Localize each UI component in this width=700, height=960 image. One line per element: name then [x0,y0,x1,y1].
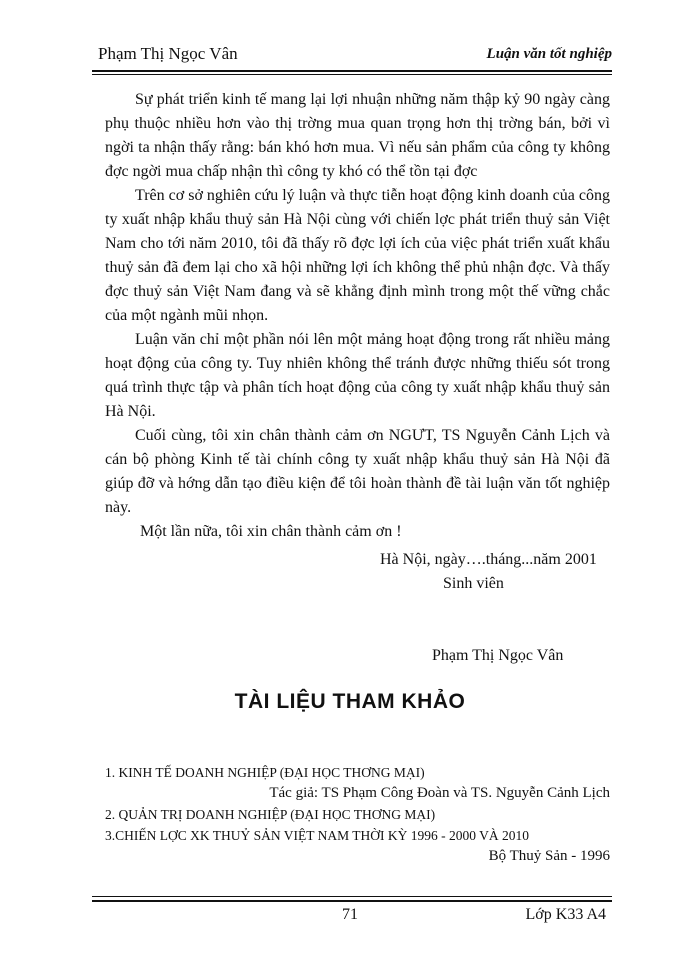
footer-class: Lớp K33 A4 [525,906,606,923]
page-header [92,44,612,72]
signature-place-date: Hà Nội, ngày….tháng...năm 2001 [380,551,597,568]
header-rule [92,70,612,72]
reference-authors: Tác giả: TS Phạm Công Đoàn và TS. Nguyễn Cảnh Lịch [269,785,610,801]
page-footer [92,896,612,936]
footer-rule-thin [92,896,612,897]
header-doc-type: Luận văn tốt nghiệp [486,46,612,62]
paragraph: Sự phát triển kinh tế mang lại lợi nhuận những năm thập kỷ 90 ngày càng phụ thuộc nhiều hơn vào thị trờng mua quan trọng hơn thị trờng bán, bởi vì ngời ta nhận thấy rằng: bán khó hơn mua. Vì nếu sản phẩm của công ty không đợc ngời mua chấp nhận thì công ty khó có thể tồn tại đợc [105,91,610,180]
signature-name: Phạm Thị Ngọc Vân [432,647,564,664]
reference-item: 1. KINH TẾ DOANH NGHIỆP (ĐẠI HỌC THƠNG MẠI) [105,765,425,780]
header-author: Phạm Thị Ngọc Vân [98,44,238,63]
header-rule-thin [92,74,612,75]
signature-role: Sinh viên [443,575,504,592]
paragraph: Trên cơ sở nghiên cứu lý luận và thực tiễn hoạt động kinh doanh của công ty xuất nhập khẩu thuỷ sản Hà Nội cùng với chiến lợc phát triển thuỷ sản Việt Nam cho tới năm 2010, tôi đã thấy rõ đợc lợi ích của việc phát triển xuất khẩu thuỷ sản đã đem lại cho xã hội những lợi ích không thể phủ nhận đợc. Và thấy đợc thuỷ sản Việt Nam đang và sẽ khẳng định mình trong một thế vững chắc của một ngành mũi nhọn. [105,187,610,324]
thanks-line: Một lần nữa, tôi xin chân thành cảm ơn ! [140,523,402,540]
references-list [105,762,610,867]
main-text [105,88,610,544]
footer-rule [92,900,612,902]
page-number: 71 [342,906,358,923]
reference-item: 2. QUẢN TRỊ DOANH NGHIỆP (ĐẠI HỌC THƠNG MẠI) [105,807,436,822]
references-title: TÀI LIỆU THAM KHẢO [234,690,466,713]
paragraph: Cuối cùng, tôi xin chân thành cảm ơn NGƯT, TS Nguyễn Cảnh Lịch và cán bộ phòng Kinh tế tài chính công ty xuất nhập khẩu thuỷ sản Hà Nội đã giúp đỡ và hớng dẫn tạo điều kiện để tôi hoàn thành đề tài luận văn tốt nghiệp này. [105,427,610,516]
reference-item: 3.CHIẾN LỢC XK THUỶ SẢN VIỆT NAM THỜI KỲ 1996 - 2000 VÀ 2010 [105,828,529,843]
reference-source: Bộ Thuỷ Sản - 1996 [488,848,610,864]
paragraph: Luận văn chỉ một phần nói lên một mảng hoạt động trong rất nhiều mảng hoạt động của công ty. Tuy nhiên không thể tránh được những thiếu sót trong quá trình thực tập và phân tích hoạt động của công ty xuất nhập khẩu thuỷ sản Hà Nội. [105,331,610,420]
